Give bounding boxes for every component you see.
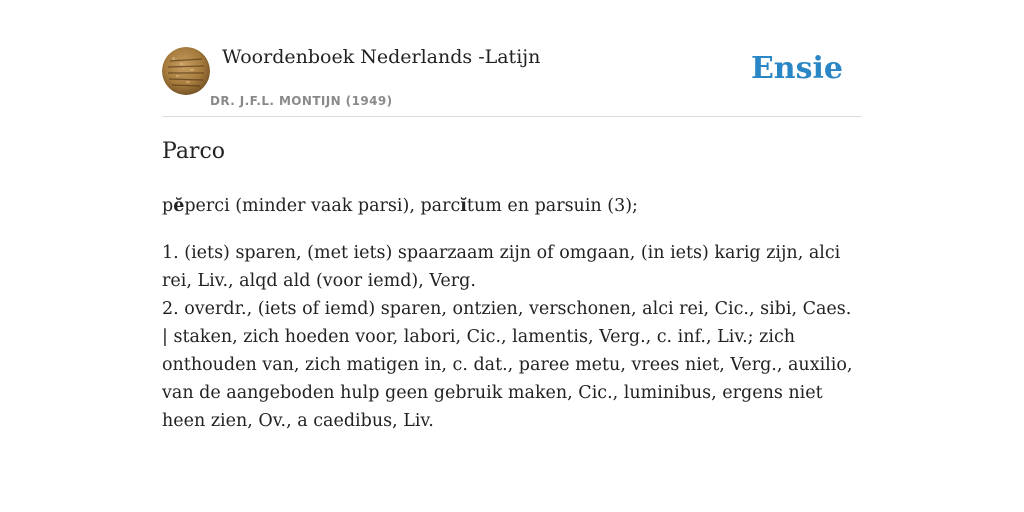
book-cover-icon[interactable]: [162, 47, 210, 95]
book-author: DR. J.F.L. MONTIJN (1949): [210, 94, 393, 108]
sense-1: 1. (iets) sparen, (met iets) spaarzaam zijn of omgaan, (in iets) karig zijn, alci rei, Liv., alqd ald (voor iemd), Verg.: [162, 243, 841, 291]
forms-segment: perci (minder vaak parsi), parc: [184, 196, 461, 216]
forms-segment-emphasis: ĭ: [460, 196, 467, 216]
ensie-logo[interactable]: Ensie: [750, 51, 843, 86]
entry-forms: [162, 192, 862, 220]
sense-2: 2. overdr., (iets of iemd) sparen, ontzien, verschonen, alci rei, Cic., sibi, Caes. | staken, zich hoeden voor, labori, Cic., lamentis, Verg., c. inf., Liv.; zich onthouden van, zich matigen in, c. dat., paree metu, vrees niet, Verg., auxilio, van de aangeboden hulp geen gebruik maken, Cic., luminibus, ergens niet heen zien, Ov., a caedibus, Liv.: [162, 299, 853, 431]
forms-segment-emphasis: ĕ: [173, 196, 185, 216]
book-title-link[interactable]: Woordenboek Nederlands -Latijn: [222, 46, 541, 68]
entry-title: Parco: [162, 139, 226, 164]
site-header: [162, 40, 862, 117]
forms-segment: p: [162, 196, 174, 216]
entry-body: [162, 192, 862, 435]
forms-segment: tum en parsuin (3);: [466, 196, 638, 216]
